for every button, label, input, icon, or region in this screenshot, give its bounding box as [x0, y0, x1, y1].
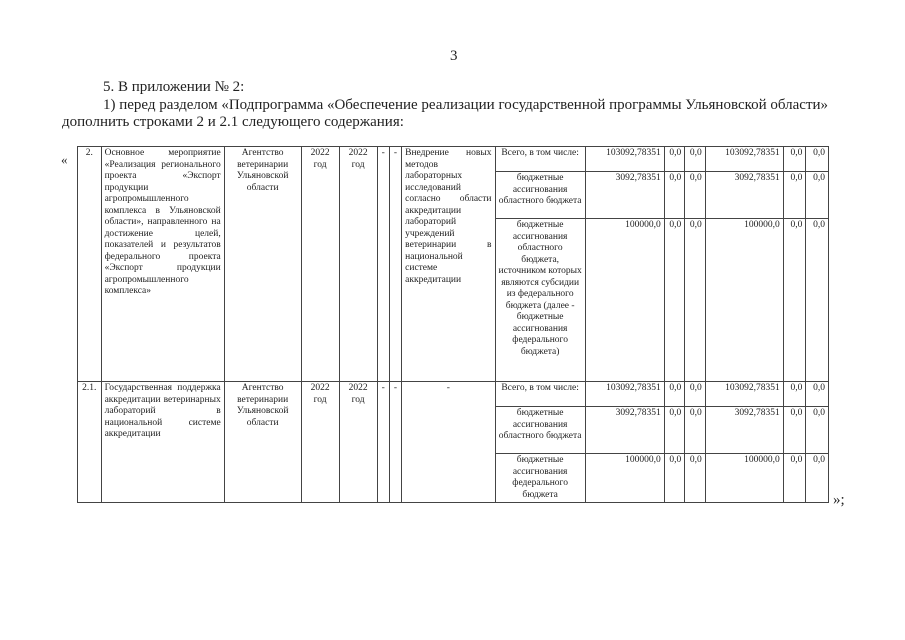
- funding-value: 0,0: [783, 219, 806, 382]
- row-group-2: [78, 147, 829, 382]
- row-group-2-1: [78, 382, 829, 503]
- funding-value: 100000,0: [705, 219, 783, 382]
- funding-value: 0,0: [783, 382, 806, 407]
- dash-cell: -: [389, 382, 401, 503]
- opening-quote: «: [61, 152, 68, 167]
- executor: Агентство ветеринарии Ульяновской области: [224, 382, 301, 503]
- paragraph-item-5: 5. В приложении № 2:: [103, 79, 245, 95]
- funding-value: 0,0: [806, 382, 829, 407]
- funding-value: 0,0: [685, 454, 706, 503]
- target-indicator: Внедрение новых методов лабораторных исследований согласно области аккредитации лабораторий учреждений ветеринарии в национальной системе аккредитации: [402, 147, 495, 382]
- funding-source: бюджетные ассигнования областного бюджета: [495, 172, 585, 219]
- paragraph-item-1: 1) перед разделом «Подпрограмма «Обеспечение реализации государственной программы Ульяновской области»: [103, 97, 829, 113]
- funding-total: 100000,0: [585, 219, 664, 382]
- activity-name: Государственная поддержка аккредитации ветеринарных лабораторий в национальной системе аккредитации: [101, 382, 224, 503]
- funding-source: Всего, в том числе:: [495, 382, 585, 407]
- funding-value: 3092,78351: [705, 407, 783, 454]
- funding-value: 0,0: [783, 407, 806, 454]
- funding-value: 0,0: [685, 407, 706, 454]
- funding-value: 0,0: [685, 219, 706, 382]
- funding-value: 103092,78351: [705, 147, 783, 172]
- dash-cell: -: [377, 382, 389, 503]
- funding-value: 0,0: [664, 219, 685, 382]
- funding-total: 100000,0: [585, 454, 664, 503]
- funding-value: 0,0: [806, 147, 829, 172]
- page-number: 3: [450, 48, 458, 64]
- target-indicator: -: [402, 382, 495, 503]
- funding-value: 0,0: [806, 454, 829, 503]
- closing-quote: »;: [833, 492, 845, 508]
- funding-value: 0,0: [685, 147, 706, 172]
- table-row: [78, 147, 829, 172]
- funding-value: 0,0: [806, 407, 829, 454]
- funding-value: 0,0: [685, 382, 706, 407]
- funding-source: бюджетные ассигнования областного бюджета: [495, 407, 585, 454]
- funding-source: бюджетные ассигнования федерального бюджета: [495, 454, 585, 503]
- program-table: [77, 146, 829, 503]
- start-year: 2022 год: [301, 147, 339, 382]
- funding-value: 3092,78351: [705, 172, 783, 219]
- funding-value: 0,0: [664, 407, 685, 454]
- funding-source: бюджетные ассигнования областного бюджета, источником которых являются субсидии из федерального бюджета (далее - бюджетные ассигнования федерального бюджета): [495, 219, 585, 382]
- table-row: [78, 382, 829, 407]
- activity-name: Основное мероприятие «Реализация регионального проекта «Экспорт продукции агропромышленного комплекса в Ульяновской области», направленного на достижение целей, показателей и результатов федерального проекта «Экспорт продукции агропромышленного комплекса»: [101, 147, 224, 382]
- row-number: 2.1.: [78, 382, 102, 503]
- executor: Агентство ветеринарии Ульяновской области: [224, 147, 301, 382]
- dash-cell: -: [377, 147, 389, 382]
- funding-value: 0,0: [664, 454, 685, 503]
- funding-total: 103092,78351: [585, 147, 664, 172]
- funding-value: 0,0: [783, 147, 806, 172]
- funding-total: 3092,78351: [585, 172, 664, 219]
- funding-value: 100000,0: [705, 454, 783, 503]
- funding-value: 0,0: [783, 172, 806, 219]
- end-year: 2022 год: [339, 147, 377, 382]
- funding-value: 103092,78351: [705, 382, 783, 407]
- funding-total: 3092,78351: [585, 407, 664, 454]
- funding-value: 0,0: [664, 147, 685, 172]
- end-year: 2022 год: [339, 382, 377, 503]
- funding-source: Всего, в том числе:: [495, 147, 585, 172]
- start-year: 2022 год: [301, 382, 339, 503]
- dash-cell: -: [389, 147, 401, 382]
- funding-value: 0,0: [806, 172, 829, 219]
- funding-value: 0,0: [664, 172, 685, 219]
- funding-value: 0,0: [664, 382, 685, 407]
- funding-total: 103092,78351: [585, 382, 664, 407]
- paragraph-continuation: дополнить строками 2 и 2.1 следующего содержания:: [62, 114, 404, 130]
- funding-value: 0,0: [806, 219, 829, 382]
- funding-value: 0,0: [685, 172, 706, 219]
- funding-value: 0,0: [783, 454, 806, 503]
- row-number: 2.: [78, 147, 102, 382]
